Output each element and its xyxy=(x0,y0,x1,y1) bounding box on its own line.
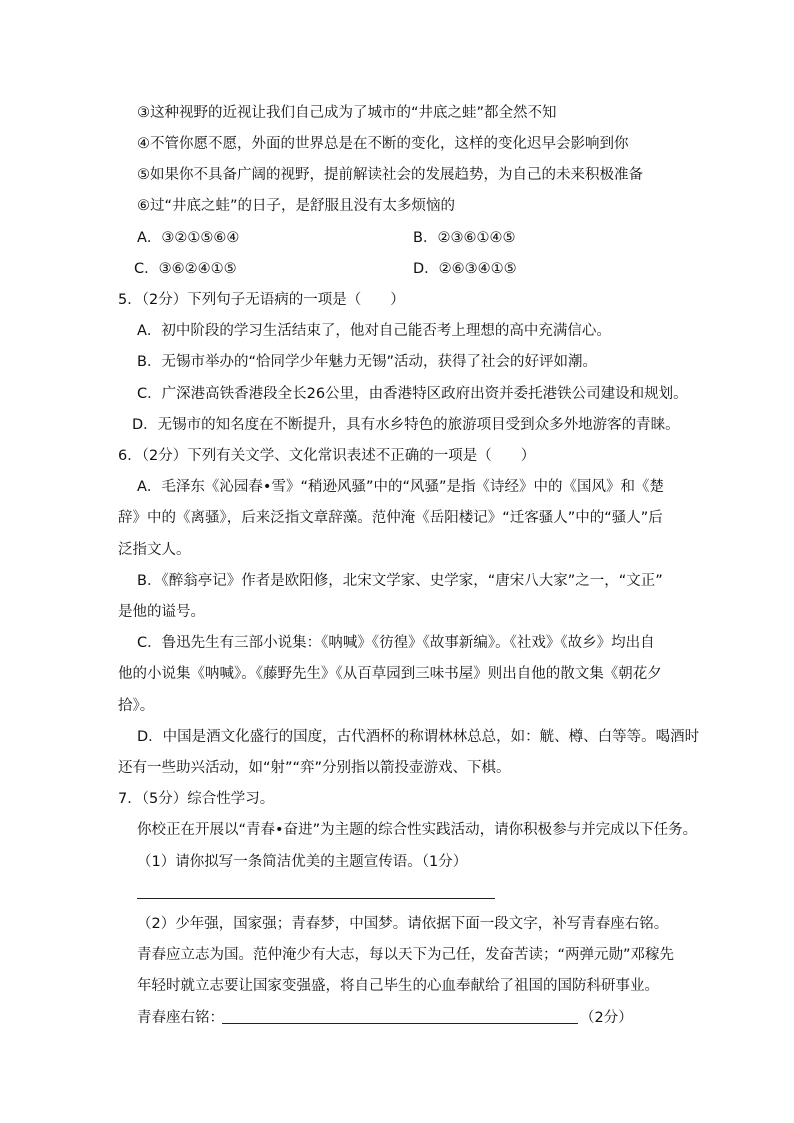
q6-stem: 6．（2分）下列有关文学、文化常识表述不正确的一项是（ ） xyxy=(118,448,536,464)
q4-sentence-4: ④不管你愿不愿，外面的世界总是在不断的变化，这样的变化迟早会影响到你 xyxy=(137,136,629,152)
q6-option-d-line2: 还有一些助兴活动，如“射”“弈”分别指以箭投壶游戏、下棋。 xyxy=(118,760,511,776)
q7-part-1: （1）请你拟写一条简洁优美的主题宣传语。（1分） xyxy=(137,854,468,870)
q6-option-a-line3: 泛指文人。 xyxy=(118,542,191,558)
q5-stem: 5．（2分）下列句子无语病的一项是（ ） xyxy=(118,292,405,308)
q7-part-1-answer-line[interactable] xyxy=(137,898,495,899)
q7-motto-answer-line[interactable] xyxy=(222,1023,578,1024)
q6-option-a-line1: A．毛泽东《沁园春•雪》“稍逊风骚”中的“风骚”是指《诗经》中的《国风》和《楚 xyxy=(137,479,665,495)
q5-option-d: D．无锡市的知名度在不断提升，具有水乡特色的旅游项目受到众多外地游客的青睐。 xyxy=(132,417,680,433)
q4-option-b: B．②③⑥①④⑤ xyxy=(413,230,516,246)
q4-option-d: D．②⑥③④①⑤ xyxy=(413,261,517,277)
q4-sentence-6: ⑥过“井底之蛙”的日子，是舒服且没有太多烦恼的 xyxy=(137,198,456,214)
q6-option-c-line2: 他的小说集《呐喊》。《藤野先生》《从百草园到三味书屋》则出自他的散文集《朝花夕 xyxy=(118,666,662,682)
q7-passage-line1: 青春应立志为国。范仲淹少有大志，每以天下为己任，发奋苦读；“两弹元勋”邓稼先 xyxy=(137,947,675,963)
q6-option-c-line3: 拾》。 xyxy=(118,698,155,714)
q7-motto-score: （2分） xyxy=(580,1010,633,1026)
q5-option-c: C．广深港高铁香港段全长26公里，由香港特区政府出资并委托港铁公司建设和规划。 xyxy=(137,386,688,402)
q6-option-a-line2: 辞》中的《离骚》，后来泛指文章辞藻。范仲淹《岳阳楼记》“迁客骚人”中的“骚人”后 xyxy=(118,510,663,526)
q7-passage-line2: 年轻时就立志要让国家变强盛，将自己毕生的心血奉献给了祖国的国防科研事业。 xyxy=(137,978,659,994)
q7-part-2: （2）少年强，国家强；青春梦，中国梦。请依据下面一段文字，补写青春座右铭。 xyxy=(137,916,669,932)
q4-option-c: C．③⑥②④①⑤ xyxy=(134,261,237,277)
q7-intro: 你校正在开展以“青春•奋进”为主题的综合性实践活动，请你积极参与并完成以下任务。 xyxy=(137,822,698,838)
q6-option-d-line1: D．中国是酒文化盛行的国度，古代酒杯的称谓林林总总，如：觥、樽、白等等。喝酒时 xyxy=(137,729,700,745)
q7-motto-label: 青春座右铭： xyxy=(137,1010,224,1026)
q4-option-a: A．③②①⑤⑥④ xyxy=(137,230,240,246)
q7-stem: 7．（5分）综合性学习。 xyxy=(118,791,275,807)
q6-option-b-line1: B．《醉翁亭记》作者是欧阳修，北宋文学家、史学家，“唐宋八大家”之一，“文正” xyxy=(137,573,663,589)
q6-option-c-line1: C．鲁迅先生有三部小说集：《呐喊》《彷徨》《故事新编》。《社戏》《故乡》均出自 xyxy=(137,635,655,651)
q5-option-a: A．初中阶段的学习生活结束了，他对自己能否考上理想的高中充满信心。 xyxy=(137,323,611,339)
q5-option-b: B．无锡市举办的“恰同学少年魅力无锡”活动，获得了社会的好评如潮。 xyxy=(137,354,597,370)
q4-sentence-3: ③这种视野的近视让我们自己成为了城市的“井底之蛙”都全然不知 xyxy=(137,105,557,121)
q6-option-b-line2: 是他的谥号。 xyxy=(118,604,205,620)
q4-sentence-5: ⑤如果你不具备广阔的视野，提前解读社会的发展趋势，为自己的未来积极准备 xyxy=(137,167,643,183)
